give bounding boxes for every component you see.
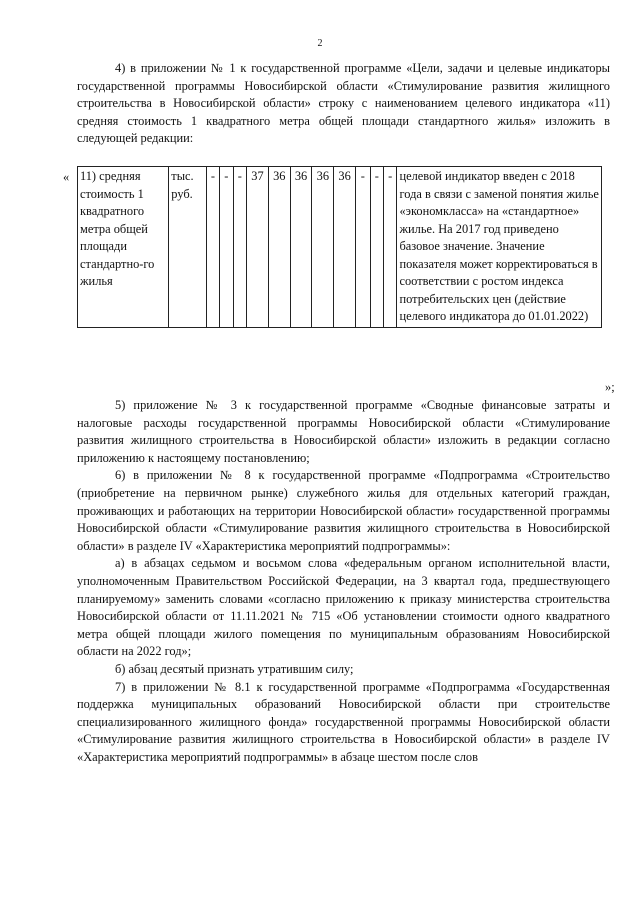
page-number: 2 [317, 38, 323, 49]
value-cell: 37 [247, 167, 269, 328]
value-cell: - [206, 167, 219, 328]
value-cell: 36 [312, 167, 334, 328]
table-close-quote: »; [605, 380, 615, 394]
paragraph-5: 5) приложение № 3 к государственной программе «Сводные финансовые затраты и налоговые расходы государственной программы Новосибирской области «Стимулирование развития жилищного строительства в Новосибирской области» изложить в редакции согласно приложению к настоящему постановлению; [77, 398, 610, 465]
paragraph-6a: а) в абзацах седьмом и восьмом слова «федеральным органом исполнительной власти, уполномоченным Правительством Российской Федерации, на 3 квартал года, предшествующего планируемому» заменить словами «согласно приложению к приказу министерства строительства Новосибирской области от 11.11.2021 № 715 «Об установлении стоимости одного квадратного метра общей площади жилого помещения по муниципальным образованиям Новосибирской области на 2022 год»; [77, 556, 610, 659]
indicator-table [77, 166, 602, 328]
after-table-block [77, 397, 610, 766]
table-row [78, 167, 602, 328]
note-cell: целевой индикатор введен с 2018 года в связи с заменой понятия жилье «экономкласса» на «стандартное» жилье. На 2017 год приведено базовое значение. Значение показателя может корректироваться в соответствии с ростом индекса потребительских цен (действие целевого индикатора до 01.01.2022) [397, 167, 602, 328]
value-cell: - [233, 167, 246, 328]
paragraph-6: 6) в приложении № 8 к государственной программе «Подпрограмма «Строительство (приобретение на первичном рынке) служебного жилья для отдельных категорий граждан, проживающих и работающих на территории Новосибирской области» государственной программы Новосибирской области «Стимулирование развития жилищного строительства в Новосибирской области» в разделе IV «Характеристика мероприятий подпрограммы»: [77, 468, 610, 553]
indicator-name-cell: 11) средняя стоимость 1 квадратного метра общей площади стандартно-го жилья [78, 167, 169, 328]
paragraph-6b: б) абзац десятый признать утратившим силу; [115, 661, 354, 676]
value-cell: 36 [334, 167, 356, 328]
para-4-block [77, 60, 610, 148]
paragraph-7: 7) в приложении № 8.1 к государственной программе «Подпрограмма «Государственная поддержка муниципальных образований Новосибирской области при строительстве специализированного жилищного фонда» государственной программы Новосибирской области «Стимулирование развития жилищного строительства в Новосибирской области» в разделе IV «Характеристика мероприятий подпрограммы» в абзаце шестом после слов [77, 679, 610, 764]
value-cell: - [370, 167, 383, 328]
value-cell: - [384, 167, 397, 328]
value-cell: - [356, 167, 371, 328]
value-cell: 36 [268, 167, 290, 328]
unit-cell: тыс. руб. [169, 167, 206, 328]
value-cell: 36 [290, 167, 312, 328]
paragraph-4: 4) в приложении № 1 к государственной программе «Цели, задачи и целевые индикаторы государственной программы Новосибирской области «Стимулирование развития жилищного строительства в Новосибирской области» строку с наименованием целевого индикатора «11) средняя стоимость 1 квадратного метра общей площади стандартного жилья» изложить в следующей редакции: [77, 61, 610, 145]
table-open-quote: « [63, 170, 70, 184]
value-cell: - [220, 167, 233, 328]
